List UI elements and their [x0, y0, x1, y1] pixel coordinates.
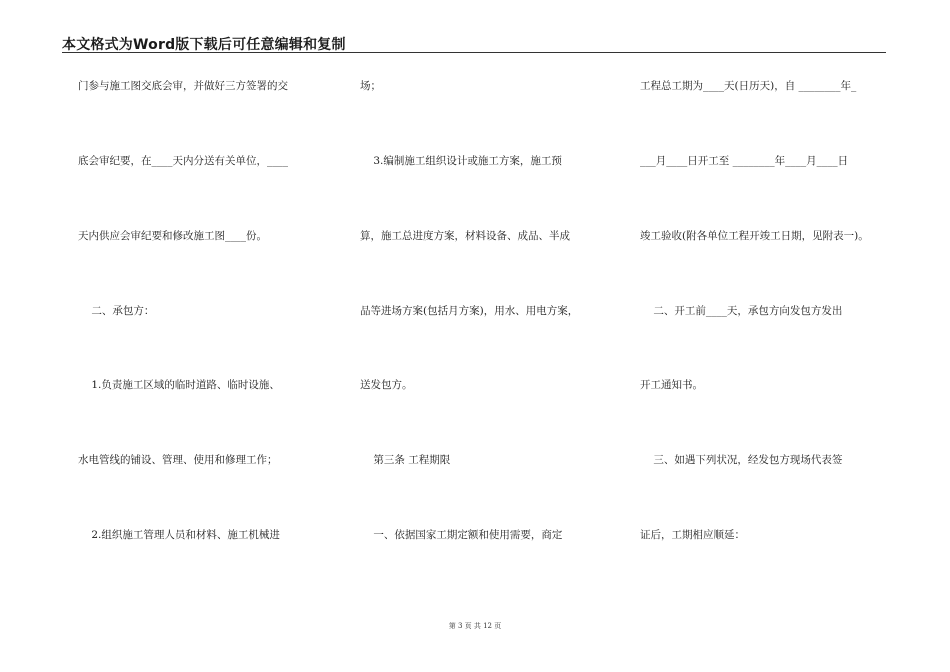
text-line: 竣工验收(附各单位工程开竣工日期，见附表一)。 [640, 230, 869, 242]
text-line: ___月____日开工至 ________年____月____日 [640, 155, 849, 167]
page-number-footer: 第 3 页 共 12 页 [448, 622, 502, 630]
text-line: 场； [360, 80, 381, 92]
text-line: 门参与施工图交底会审，并做好三方签署的交 [78, 80, 288, 92]
text-line: 工程总工期为____天(日历天)，自 ________年_ [640, 80, 857, 92]
text-line: 1.负责施工区域的临时道路、临时设施、 [78, 379, 280, 391]
text-line: 3.编制施工组织设计或施工方案，施工预 [360, 155, 562, 167]
text-line: 天内供应会审纪要和修改施工图____份。 [78, 230, 267, 242]
text-line: 二、开工前____天，承包方向发包方发出 [640, 305, 843, 317]
text-line: 底会审纪要，在____天内分送有关单位，____ [78, 155, 288, 167]
text-line: 算，施工总进度方案，材料设备、成品、半成 [360, 230, 570, 242]
text-line: 品等进场方案(包括月方案)，用水、用电方案， [360, 305, 579, 317]
text-column-2 [360, 0, 620, 672]
text-line: 2.组织施工管理人员和材料、施工机械进 [78, 529, 280, 541]
text-line: 三、如遇下列状况，经发包方现场代表签 [640, 454, 843, 466]
text-line: 证后，工期相应顺延： [640, 529, 745, 541]
text-line: 送发包方。 [360, 379, 413, 391]
text-column-1 [78, 0, 338, 672]
text-line: 一、依据国家工期定额和使用需要，商定 [360, 529, 563, 541]
text-line: 水电管线的铺设、管理、使用和修理工作； [78, 454, 278, 466]
section-heading: 二、承包方： [78, 305, 155, 317]
text-column-3 [640, 0, 900, 672]
section-heading: 第三条 工程期限 [360, 454, 451, 466]
document-header-title: 本文格式为Word版下载后可任意编辑和复制 [62, 37, 346, 53]
text-line: 开工通知书。 [640, 379, 703, 391]
